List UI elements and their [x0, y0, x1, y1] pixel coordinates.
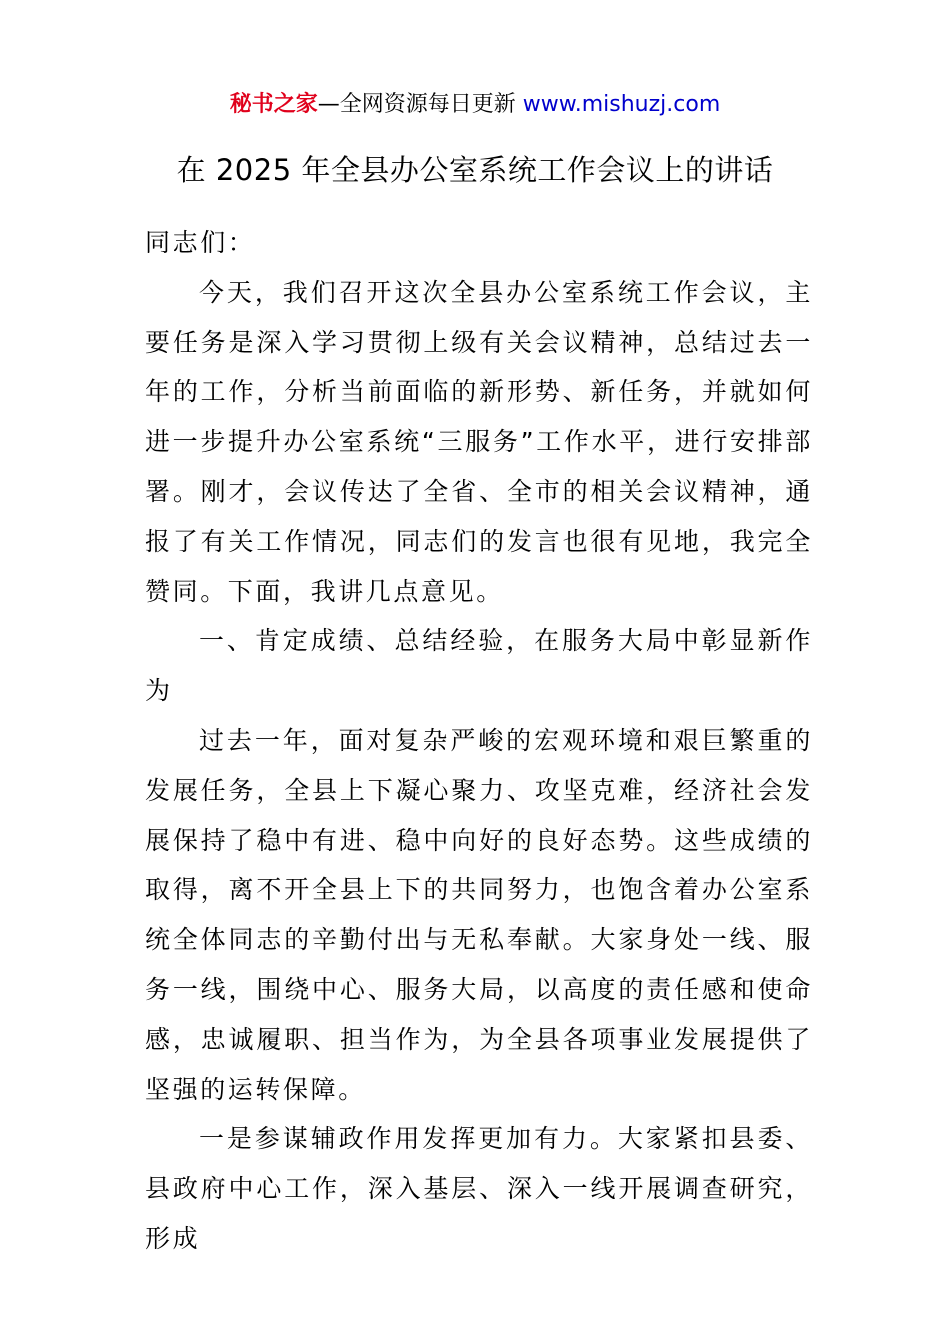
site-tagline: —全网资源每日更新	[317, 92, 516, 117]
document-body	[145, 218, 813, 1264]
document-title: 在 2025 年全县办公室系统工作会议上的讲话	[176, 153, 774, 187]
greeting: 同志们：	[145, 228, 256, 257]
paragraph-point-1: 一是参谋辅政作用发挥更加有力。大家紧扣县委、县政府中心工作，深入基层、深入一线开展调查研究，形成	[145, 1124, 813, 1253]
paragraph-intro: 今天，我们召开这次全县办公室系统工作会议，主要任务是深入学习贯彻上级有关会议精神，总结过去一年的工作，分析当前面临的新形势、新任务，并就如何进一步提升办公室系统“三服务”工作水平，进行安排部署。刚才，会议传达了全省、全市的相关会议精神，通报了有关工作情况，同志们的发言也很有见地，我完全赞同。下面，我讲几点意见。	[145, 277, 813, 606]
site-brand: 秘书之家	[229, 92, 318, 117]
paragraph-achievements: 过去一年，面对复杂严峻的宏观环境和艰巨繁重的发展任务，全县上下凝心聚力、攻坚克难，经济社会发展保持了稳中有进、稳中向好的良好态势。这些成绩的取得，离不开全县上下的共同努力，也饱含着办公室系统全体同志的辛勤付出与无私奉献。大家身处一线、服务一线，围绕中心、服务大局，以高度的责任感和使命感，忠诚履职、担当作为，为全县各项事业发展提供了坚强的运转保障。	[145, 725, 813, 1104]
section-heading-1: 一、肯定成绩、总结经验，在服务大局中彰显新作为	[145, 626, 813, 706]
site-header	[0, 88, 950, 122]
site-url-link[interactable]: www.mishuzj.com	[522, 92, 721, 117]
